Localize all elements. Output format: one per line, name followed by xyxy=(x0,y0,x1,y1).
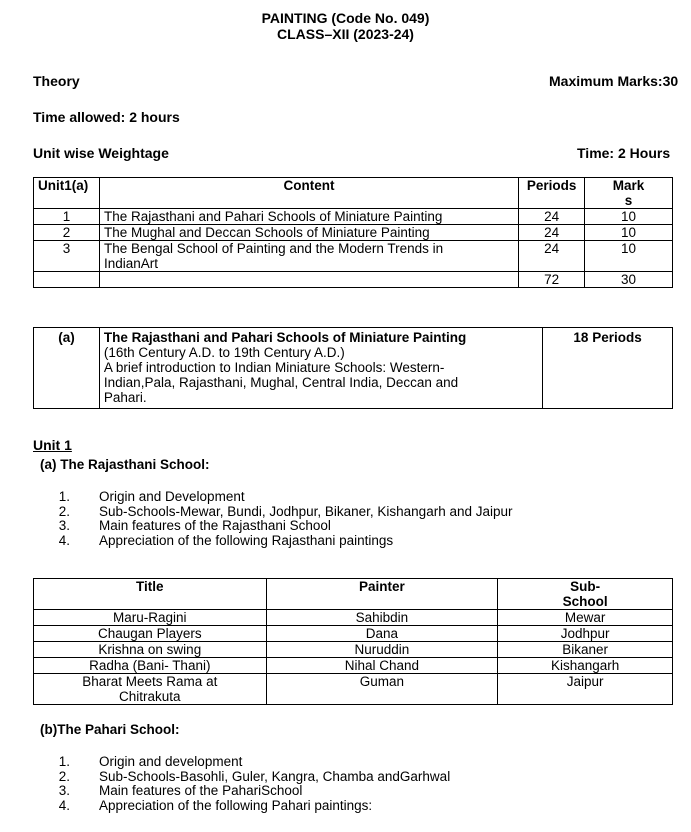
rajasthani-heading: (a) The Rajasthani School: xyxy=(40,457,210,472)
document-subtitle: CLASS–XII (2023-24) xyxy=(277,26,414,42)
time-allowed-label: Time allowed: 2 hours xyxy=(33,109,180,125)
list-item: 4. Appreciation of the following Pahari paintings: xyxy=(58,797,373,813)
weightage-table-header xyxy=(34,178,673,209)
unit-weightage-label: Unit wise Weightage xyxy=(33,145,169,161)
table-row: Maru-Ragini Sahibdin Mewar xyxy=(34,610,673,626)
time-right-label: Time: 2 Hours xyxy=(577,145,671,161)
table-row: 3 The Bengal School of Painting and the Modern Trends in IndianArt 24 10 xyxy=(34,241,673,272)
document-title: PAINTING (Code No. 049) xyxy=(261,10,430,26)
list-item: 4. Appreciation of the following Rajasthani paintings xyxy=(58,532,394,548)
table-row: Chaugan Players Dana Jodhpur xyxy=(34,626,673,642)
list-item: 3. Main features of the PahariSchool xyxy=(58,783,303,799)
section-a-content: The Rajasthani and Pahari Schools of Miniature Painting (16th Century A.D. to 19th Century A.D.) A brief introduction to Indian Miniature Schools: Western- Indian,Pala, Rajasthani, Mughal, Central India, Deccan and Pahari. xyxy=(99,328,542,409)
table-row: 2 The Mughal and Deccan Schools of Miniature Painting 24 10 xyxy=(34,225,673,241)
section-a-periods: 18 Periods xyxy=(543,328,673,409)
weightage-table xyxy=(33,177,673,288)
list-item: 2. Sub-Schools-Mewar, Bundi, Jodhpur, Bikaner, Kishangarh and Jaipur xyxy=(58,503,513,519)
unit1-title: Unit 1 xyxy=(33,437,72,453)
header-subschool: Sub- School xyxy=(498,579,673,610)
header-content: Content xyxy=(99,178,518,209)
list-item: 1. Origin and development xyxy=(58,754,243,769)
header-title: Title xyxy=(34,579,267,610)
paintings-table xyxy=(33,578,673,705)
table-row: Bharat Meets Rama at Chitrakuta Guman Jaipur xyxy=(34,674,673,705)
section-a-label: (a) xyxy=(34,328,100,409)
table-row: 1 The Rajasthani and Pahari Schools of Miniature Painting 24 10 xyxy=(34,209,673,225)
pahari-heading: (b)The Pahari School: xyxy=(40,722,180,737)
header-painter: Painter xyxy=(266,579,498,610)
pahari-list xyxy=(40,755,450,813)
header-unit: Unit1(a) xyxy=(34,178,100,209)
section-a-box xyxy=(33,327,673,409)
list-item: 1. Origin and Development xyxy=(58,489,245,504)
list-item: 2. Sub-Schools-Basohli, Guler, Kangra, Chamba andGarhwal xyxy=(58,768,451,784)
table-row: Radha (Bani- Thani) Nihal Chand Kishangarh xyxy=(34,658,673,674)
paintings-table-header xyxy=(34,579,673,610)
rajasthani-list xyxy=(40,490,513,548)
max-marks-label: Maximum Marks:30 xyxy=(549,73,679,89)
table-total-row: 72 30 xyxy=(34,272,673,288)
header-periods: Periods xyxy=(519,178,585,209)
section-a-heading: The Rajasthani and Pahari Schools of Miniature Painting xyxy=(103,330,467,345)
theory-label: Theory xyxy=(33,73,80,89)
header-marks: Mark s xyxy=(585,178,673,209)
list-item: 3. Main features of the Rajasthani School xyxy=(58,518,331,534)
table-row: Krishna on swing Nuruddin Bikaner xyxy=(34,642,673,658)
